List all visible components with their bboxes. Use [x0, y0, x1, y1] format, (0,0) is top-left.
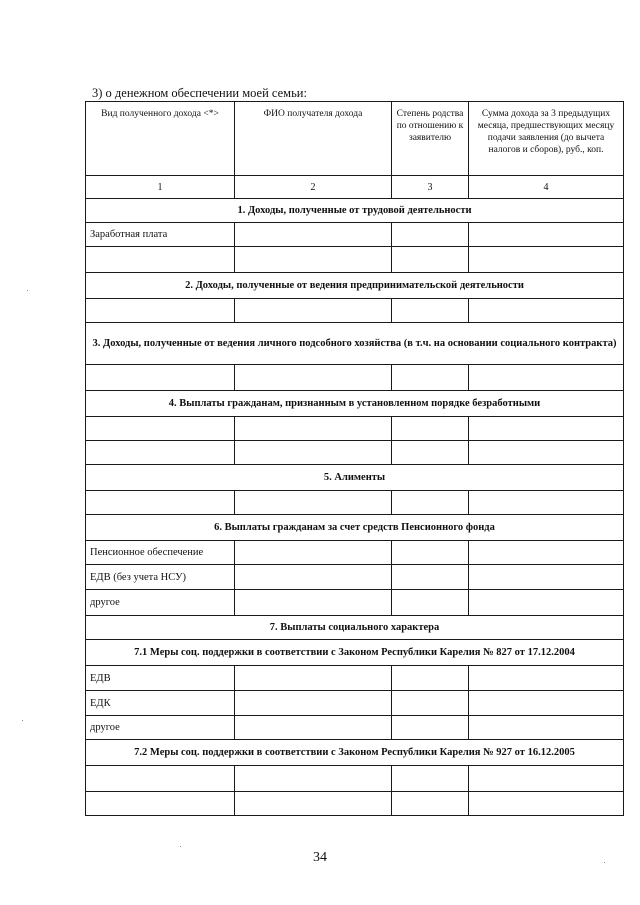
column-header-recipient-name: ФИО получателя дохода: [235, 102, 392, 176]
income-amount-cell[interactable]: [469, 666, 624, 691]
recipient-name-cell[interactable]: [235, 491, 392, 515]
relationship-cell[interactable]: [392, 417, 469, 441]
table-row: [86, 590, 624, 616]
section-row: [86, 273, 624, 299]
income-type-cell[interactable]: [86, 299, 235, 323]
relationship-cell[interactable]: [392, 365, 469, 391]
relationship-cell[interactable]: [392, 691, 469, 716]
section-title: 3. Доходы, полученные от ведения личного подсобного хозяйства (в т.ч. на основании социального контракта): [86, 323, 624, 365]
income-amount-cell[interactable]: [469, 792, 624, 816]
relationship-cell[interactable]: [392, 792, 469, 816]
table-row: [86, 491, 624, 515]
relationship-cell[interactable]: [392, 565, 469, 590]
table-row: [86, 247, 624, 273]
table-row: [86, 766, 624, 792]
recipient-name-cell[interactable]: [235, 365, 392, 391]
column-number: 4: [469, 176, 624, 199]
section-title: 2. Доходы, полученные от ведения предпринимательской деятельности: [86, 273, 624, 299]
section-row: [86, 465, 624, 491]
scan-speck: [27, 290, 28, 291]
table-row: [86, 541, 624, 565]
income-amount-cell[interactable]: [469, 565, 624, 590]
relationship-cell[interactable]: [392, 766, 469, 792]
recipient-name-cell[interactable]: [235, 666, 392, 691]
page-number: 34: [313, 850, 327, 865]
income-type-cell[interactable]: [86, 247, 235, 273]
income-amount-cell[interactable]: [469, 223, 624, 247]
relationship-cell[interactable]: [392, 590, 469, 616]
relationship-cell[interactable]: [392, 666, 469, 691]
column-header-relationship: Степень родства по отношению к заявителю: [392, 102, 469, 176]
relationship-cell[interactable]: [392, 247, 469, 273]
income-amount-cell[interactable]: [469, 590, 624, 616]
table-row: [86, 441, 624, 465]
income-type-cell[interactable]: [86, 792, 235, 816]
section-row: [86, 616, 624, 640]
table-row: [86, 223, 624, 247]
table-row: [86, 565, 624, 590]
relationship-cell[interactable]: [392, 223, 469, 247]
scan-speck: [604, 862, 605, 863]
column-number: 1: [86, 176, 235, 199]
column-number-row: [86, 176, 624, 199]
column-header-income-type: Вид полученного дохода <*>: [86, 102, 235, 176]
recipient-name-cell[interactable]: [235, 417, 392, 441]
income-amount-cell[interactable]: [469, 491, 624, 515]
recipient-name-cell[interactable]: [235, 590, 392, 616]
section-heading: 3) о денежном обеспечении моей семьи:: [92, 86, 307, 100]
column-number: 2: [235, 176, 392, 199]
table-row: [86, 417, 624, 441]
relationship-cell[interactable]: [392, 299, 469, 323]
income-amount-cell[interactable]: [469, 299, 624, 323]
section-title: 6. Выплаты гражданам за счет средств Пенсионного фонда: [86, 515, 624, 541]
column-header-income-amount: Сумма дохода за 3 предыдущих месяца, предшествующих месяцу подачи заявления (до вычета налогов и сборов), руб., коп.: [469, 102, 624, 176]
income-amount-cell[interactable]: [469, 417, 624, 441]
income-type-cell[interactable]: Пенсионное обеспечение: [86, 541, 235, 565]
section-row: [86, 391, 624, 417]
recipient-name-cell[interactable]: [235, 541, 392, 565]
income-type-cell[interactable]: [86, 766, 235, 792]
relationship-cell[interactable]: [392, 491, 469, 515]
income-type-cell[interactable]: ЕДК: [86, 691, 235, 716]
income-amount-cell[interactable]: [469, 365, 624, 391]
income-type-cell[interactable]: Заработная плата: [86, 223, 235, 247]
section-title: 7. Выплаты социального характера: [86, 616, 624, 640]
section-row: [86, 199, 624, 223]
income-table-body: [86, 102, 624, 816]
income-table: [85, 101, 624, 816]
scan-speck: [180, 846, 181, 847]
income-amount-cell[interactable]: [469, 766, 624, 792]
recipient-name-cell[interactable]: [235, 565, 392, 590]
section-title: 4. Выплаты гражданам, признанным в установленном порядке безработными: [86, 391, 624, 417]
table-row: [86, 691, 624, 716]
recipient-name-cell[interactable]: [235, 441, 392, 465]
income-amount-cell[interactable]: [469, 716, 624, 740]
income-type-cell[interactable]: ЕДВ (без учета НСУ): [86, 565, 235, 590]
section-title: 5. Алименты: [86, 465, 624, 491]
income-type-cell[interactable]: другое: [86, 590, 235, 616]
header-row: [86, 102, 624, 176]
income-amount-cell[interactable]: [469, 441, 624, 465]
recipient-name-cell[interactable]: [235, 247, 392, 273]
income-type-cell[interactable]: ЕДВ: [86, 666, 235, 691]
income-amount-cell[interactable]: [469, 247, 624, 273]
recipient-name-cell[interactable]: [235, 716, 392, 740]
income-amount-cell[interactable]: [469, 691, 624, 716]
recipient-name-cell[interactable]: [235, 691, 392, 716]
relationship-cell[interactable]: [392, 716, 469, 740]
recipient-name-cell[interactable]: [235, 792, 392, 816]
relationship-cell[interactable]: [392, 441, 469, 465]
section-row: [86, 740, 624, 766]
income-type-cell[interactable]: [86, 491, 235, 515]
section-row: [86, 323, 624, 365]
column-number: 3: [392, 176, 469, 199]
table-row: [86, 299, 624, 323]
income-type-cell[interactable]: [86, 365, 235, 391]
income-type-cell[interactable]: [86, 417, 235, 441]
table-row: [86, 666, 624, 691]
section-title: 7.1 Меры соц. поддержки в соответствии с Законом Республики Карелия № 827 от 17.12.2004: [86, 640, 624, 666]
income-amount-cell[interactable]: [469, 541, 624, 565]
section-row: [86, 640, 624, 666]
table-row: [86, 792, 624, 816]
recipient-name-cell[interactable]: [235, 299, 392, 323]
section-title: 1. Доходы, полученные от трудовой деятельности: [86, 199, 624, 223]
scan-speck: [22, 720, 23, 721]
table-row: [86, 716, 624, 740]
recipient-name-cell[interactable]: [235, 766, 392, 792]
table-row: [86, 365, 624, 391]
income-type-cell[interactable]: [86, 441, 235, 465]
recipient-name-cell[interactable]: [235, 223, 392, 247]
income-type-cell[interactable]: другое: [86, 716, 235, 740]
section-row: [86, 515, 624, 541]
section-title: 7.2 Меры соц. поддержки в соответствии с Законом Республики Карелия № 927 от 16.12.2005: [86, 740, 624, 766]
relationship-cell[interactable]: [392, 541, 469, 565]
